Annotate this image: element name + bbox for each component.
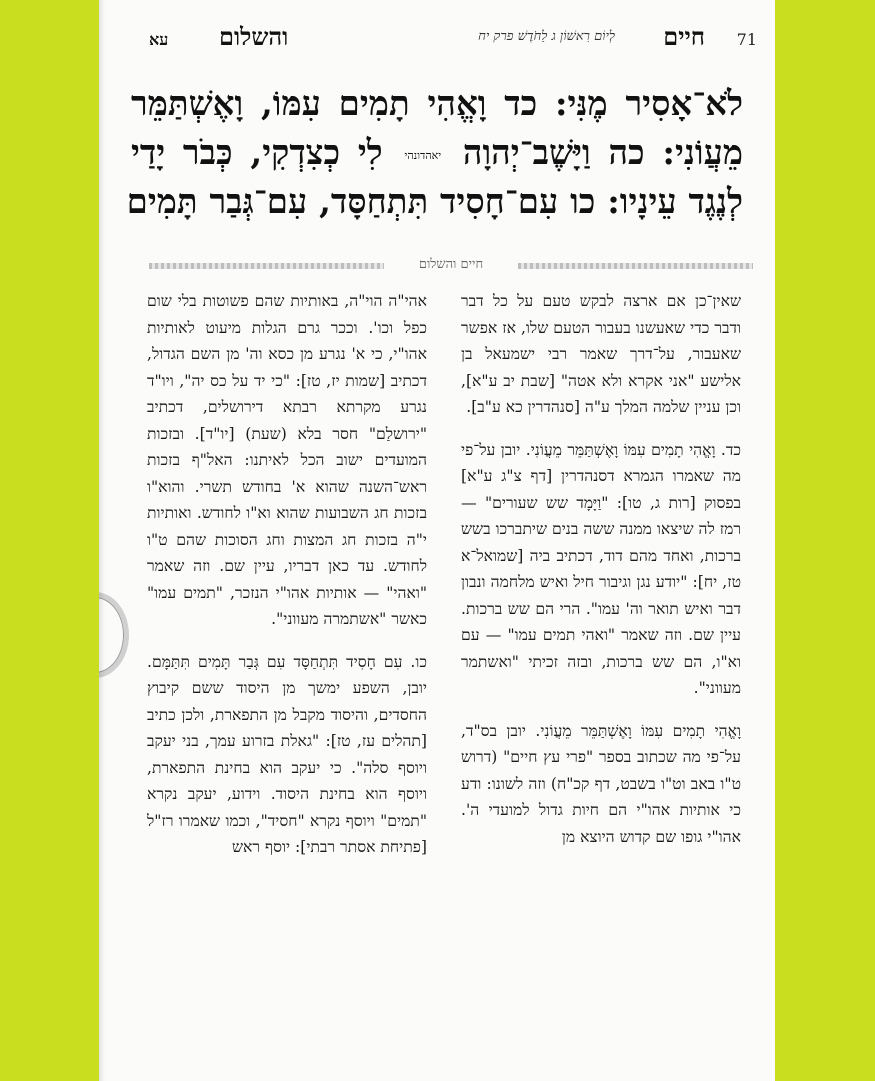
commentary-paragraph: שאין־כן אם ארצה לבקש טעם על כל דבר ודבר כדי שאעשנו בעבור הטעם שלו, אז אפשר שאעבור, על־דרך שאמר רבי ישמעאל בן אלישע "אני אקרא ולא אטה" [שבת יב ע"א], וכן עניין שלמה המלך ע"ה [סנהדרין כא ע"ב]. <box>461 292 741 416</box>
book-page <box>99 0 775 1081</box>
divider-band-left <box>149 263 384 269</box>
header-subtitle: לְיוֹם רִאשׁוֹן ג לַחֹדֶשׁ פרק יח <box>478 29 615 44</box>
header-title-left: והשלום <box>219 22 289 51</box>
header-page-mark: עא <box>149 30 169 49</box>
commentary-right-column <box>461 288 741 850</box>
divider-label: חיים והשלום <box>411 256 491 272</box>
commentary-paragraph: אהי"ה הוי"ה, באותיות שהם פשוטות בלי שום כפל וכו'. וככר גרם הגלות מיעוט לאותיות אהו"י, כי א' נגרע מן כסא וה' מן השם הגדול, דכתיב [שמות יז, טז]: "כי יד על כס יה", ויו"ד נגרע מקרתא רבתא דירושלים, דכתיב "ירושלַם" חסר בלא (שעת) [יו"ד]. ובזכות המועדים ישוב הכל לאיתנו: האל"ף בזכות ראש־השנה שהוא א' בחודש תשרי. והוא"ו בזכות חג השבועות שהוא וא"ו לחודש. ואותיות י"ה בזכות חג המצות וחג הסוכות שהם ט"ו לחודש. עד כאן דבריו, עיין שם. וזה שאמר "ואהי" — אותיות אהו"י הנזכר, "תמים עמו" כאשר "אשתמרה מעווני". <box>147 292 427 628</box>
verse-line-3: לְנֶגֶד עֵינָיו: כו עִם־חָסִיד תִּתְחַסָּד, עִם־גְּבַר תָּמִים <box>126 182 743 222</box>
commentary-paragraph: כד. וָאֱהִי תָמִים עִמּוֹ וָאֶשְׁתַּמֵּר מֵעֲוֹנִי. יובן על־פי מה שאמרו הגמרא דסנהדרין [דף צ"ג ע"א] בפסוק [רות ג, טו]: "וַיָּמָד שש שעורים" — רמז לה שיצאו ממנה ששה בנים שיתברכו בשש ברכות, ואחד מהם דוד, דכתיב ביה [שמואל־א טז, יח]: "יודע נגן וגיבור חיל ואיש מלחמה ונבון דבר ואיש תואר וה' עמו". הרי הם שש ברכות. עיין שם. וזה שאמר "ואהי תמים עמו" — עם וא"ו, הם שש ברכות, ובזה זכיתי "ואשתמר מעווני". <box>461 440 741 697</box>
commentary-paragraph: כו. עִם חָסִיד תִּתְחַסָּד עִם גְּבַר תָּמִים תִּתַּמָּם. יובן, השפע ימשך מן היסוד ששם קיבוץ החסדים, והיסוד מקבל מן התפארת, ולכן כתיב [תהלים עז, טז]: "גאלת בזרוע עמך, בני יעקב ויוסף סלה". כי יעקב הוא בחינת התפארת, ויוסף הוא בחינת היסוד. וידוע, יעקב נקרא "תמים" ויוסף נקרא "חסיד", וכמו שאמרו רז"ל [פתיחת אסתר רבתי]: יוסף ראש <box>147 652 427 856</box>
verse-line-1: לֹא־אָסִיר מֶנִּי: כד וָאֱהִי תָמִים עִמּוֹ, וָאֶשְׁתַּמֵּר <box>131 84 743 124</box>
page-number: 71 <box>736 30 757 49</box>
binding-ring <box>99 592 129 678</box>
section-divider <box>149 257 753 273</box>
verse-line-2 <box>131 133 743 173</box>
commentary-left-column <box>147 288 427 861</box>
verse-line-2-start: מֵעֲוֹנִי: כה וַיָּשֶׁב־יְהוָה <box>462 133 744 173</box>
verse-line-2-end: לִי כְצִדְקִי, כְּבֹר יָדַי <box>131 133 383 173</box>
divider-band-right <box>518 263 753 269</box>
commentary-paragraph: וָאֱהִי תָמִים עִמּוֹ וָאֶשְׁתַּמֵּר מֵעֲוֹנִי. יובן בס"ד, על־פי מה שכתוב בספר "פרי עץ חיים" (דרוש ט"ו באב וט"ו בשבט, דף קכ"ח) וזה לשונו: ודע כי אותיות אהו"י הם חיות גדול למועדי ה'. אהו"י גופו שם קדוש היוצא מן <box>461 721 741 846</box>
header-title-right: חיים <box>663 22 705 51</box>
divine-name-note: יאהדונהי <box>404 148 442 162</box>
running-header <box>99 14 775 54</box>
